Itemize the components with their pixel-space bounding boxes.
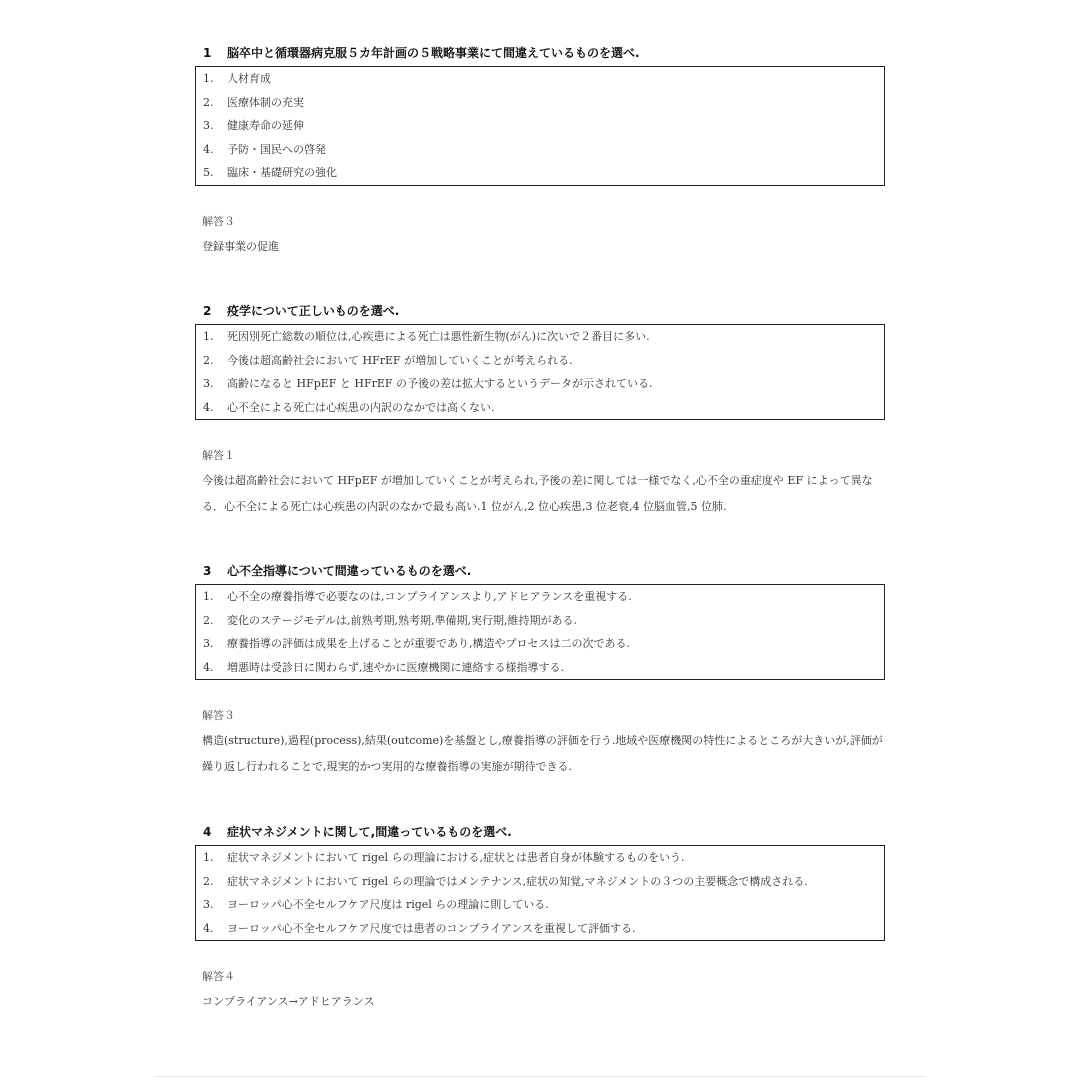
option-item [196, 67, 884, 91]
options-box [195, 584, 885, 680]
option-number: 4. [203, 660, 214, 674]
option-item [196, 325, 884, 349]
option-text: 増悪時は受診日に関わらず,速やかに医療機関に連絡する様指導する. [227, 660, 564, 674]
option-text: 医療体制の充実 [227, 95, 304, 109]
question-text: 脳卒中と循環器病克服５カ年計画の５戦略事業にて間違えているものを選べ. [227, 46, 640, 60]
option-item [196, 846, 884, 870]
option-item [196, 161, 884, 185]
option-item [196, 609, 884, 633]
option-number: 1. [203, 72, 214, 85]
answer-explanation: コンプライアンス→アドヒアランス [202, 995, 375, 1008]
options-box [195, 845, 885, 941]
option-item [196, 396, 884, 420]
option-item [196, 893, 884, 917]
option-text: 人材育成 [227, 72, 271, 85]
question-number: 1 [203, 46, 212, 60]
options-box [195, 66, 885, 186]
option-text: 症状マネジメントにおいて rigel らの理論ではメンテナンス,症状の知覚,マネジメントの３つの主要概念で構成される. [227, 874, 808, 888]
answer-explanation: 今後は超高齢社会において HFpEF が増加していくことが考えられ,予後の差に関しては一様でなく,心不全の重症度や EF によって異なる．心不全による死亡は心疾患の内訳のなかで最も高い.1 位がん,2 位心疾患,3 位老衰,4 位脳血管,5 位肺. [202, 474, 873, 513]
option-text: 高齢になると HFpEF と HFrEF の予後の差は拡大するというデータが示されている. [227, 377, 653, 390]
option-text: ヨーロッパ心不全セルフケア尺度は rigel らの理論に則している. [227, 898, 549, 911]
option-number: 1. [203, 330, 214, 343]
option-text: 変化のステージモデルは,前熟考期,熟考期,準備期,実行期,維持期がある. [227, 613, 577, 627]
question-number: 3 [203, 564, 212, 578]
answer-label: 解答３ [202, 214, 235, 228]
option-item [196, 917, 884, 941]
option-item [196, 91, 884, 115]
option-text: 死因別死亡総数の順位は,心疾患による死亡は悪性新生物(がん)に次いで２番目に多い. [227, 330, 650, 343]
option-item [196, 632, 884, 656]
option-item [196, 372, 884, 396]
option-number: 3. [203, 119, 214, 132]
option-number: 5. [203, 166, 214, 179]
option-text: 今後は超高齢社会において HFrEF が増加していくことが考えられる. [227, 353, 573, 367]
question-title [195, 44, 885, 62]
answer-label: 解答１ [202, 449, 235, 462]
option-number: 4. [203, 142, 214, 156]
question-3 [195, 562, 885, 780]
option-number: 2. [203, 613, 214, 627]
option-number: 4. [203, 400, 214, 414]
option-number: 2. [203, 874, 214, 888]
question-number: 2 [203, 304, 212, 318]
option-number: 2. [203, 353, 214, 367]
option-text: 心不全による死亡は心疾患の内訳のなかでは高くない. [227, 400, 495, 414]
option-number: 1. [203, 851, 214, 864]
option-number: 3. [203, 377, 214, 390]
question-title [195, 302, 885, 320]
question-text: 心不全指導について間違っているものを選べ. [227, 564, 472, 578]
question-title [195, 562, 885, 580]
answer-explanation: 登録事業の促進 [202, 239, 279, 253]
answer-explanation: 構造(structure),過程(process),結果(outcome)を基盤とし,療養指導の評価を行う.地域や医療機関の特性によるところが大きいが,評価が繰り返し行われることで,現実的かつ実用的な療養指導の実施が期待できる. [202, 734, 883, 773]
options-box [195, 324, 885, 420]
option-item [196, 585, 884, 609]
answer-label: 解答３ [202, 709, 235, 722]
question-number: 4 [203, 825, 212, 839]
option-text: 療養指導の評価は成果を上げることが重要であり,構造やプロセスは二の次である. [227, 637, 630, 650]
page-bottom-divider [155, 1076, 925, 1077]
option-number: 2. [203, 95, 214, 109]
option-number: 4. [203, 921, 214, 935]
option-text: ヨーロッパ心不全セルフケア尺度では患者のコンプライアンスを重視して評価する. [227, 921, 636, 935]
option-number: 3. [203, 898, 214, 911]
option-item [196, 349, 884, 373]
answer-label: 解答４ [202, 970, 235, 983]
question-1 [195, 44, 885, 260]
option-number: 3. [203, 637, 214, 650]
option-text: 臨床・基礎研究の強化 [227, 166, 337, 179]
question-text: 症状マネジメントに関して,間違っているものを選べ. [227, 825, 512, 839]
option-text: 予防・国民への啓発 [227, 142, 326, 156]
question-title [195, 823, 885, 841]
option-item [196, 870, 884, 894]
question-text: 疫学について正しいものを選べ. [227, 304, 400, 318]
option-item [196, 138, 884, 162]
question-2 [195, 302, 885, 520]
option-text: 心不全の療養指導で必要なのは,コンプライアンスより,アドヒアランスを重視する. [227, 590, 632, 603]
option-text: 健康寿命の延伸 [227, 119, 304, 132]
question-4 [195, 823, 885, 1015]
option-item [196, 656, 884, 680]
option-number: 1. [203, 590, 214, 603]
option-text: 症状マネジメントにおいて rigel らの理論における,症状とは患者自身が体験するものをいう. [227, 851, 685, 864]
option-item [196, 114, 884, 138]
